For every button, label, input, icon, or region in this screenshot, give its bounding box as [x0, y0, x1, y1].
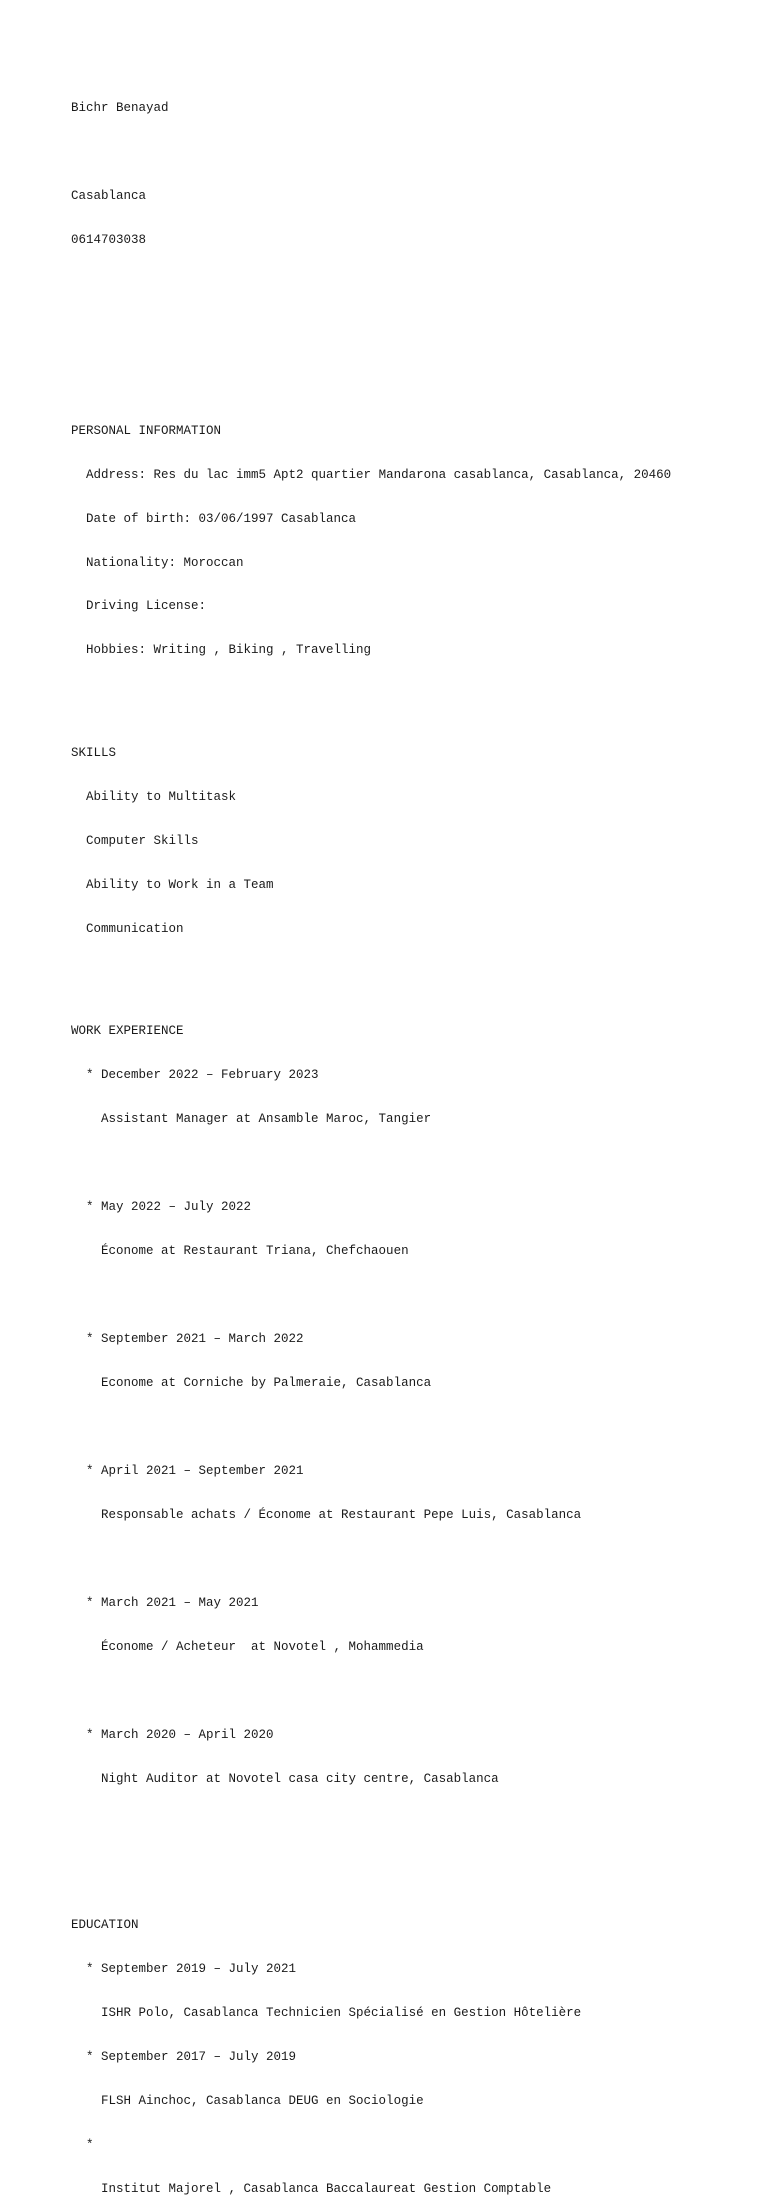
- work-period: * March 2020 – April 2020: [71, 1727, 274, 1742]
- blank-line: [71, 1420, 671, 1435]
- work-role: Econome at Corniche by Palmeraie, Casablanca: [101, 1375, 432, 1390]
- blank-line: [71, 1816, 671, 1831]
- skill-item: Ability to Multitask: [86, 789, 237, 804]
- education-heading: EDUCATION: [71, 1918, 139, 1933]
- work-role: Night Auditor at Novotel casa city centre, Casablanca: [101, 1771, 499, 1786]
- work-period: * December 2022 – February 2023: [71, 1068, 319, 1083]
- blank-line: [71, 365, 671, 380]
- education-period: * September 2017 – July 2019: [71, 2049, 297, 2064]
- blank-line: [71, 145, 671, 160]
- blank-line: [71, 1156, 671, 1171]
- work-period: * March 2021 – May 2021: [71, 1595, 259, 1610]
- skill-item: Computer Skills: [86, 833, 199, 848]
- work-role: Assistant Manager at Ansamble Maroc, Tangier: [101, 1112, 432, 1127]
- work-role: Économe at Restaurant Triana, Chefchaouen: [101, 1244, 409, 1259]
- personal-nationality: Nationality: Moroccan: [86, 555, 244, 570]
- candidate-phone: 0614703038: [71, 233, 147, 248]
- blank-line: [71, 1684, 671, 1699]
- personal-address: Address: Res du lac imm5 Apt2 quartier Mandarona casablanca, Casablanca, 20460: [86, 467, 672, 482]
- candidate-name: Bichr Benayad: [71, 101, 169, 116]
- education-detail: Institut Majorel , Casablanca Baccalaureat Gestion Comptable: [101, 2181, 552, 2196]
- skill-item: Ability to Work in a Team: [86, 877, 274, 892]
- work-period: * May 2022 – July 2022: [71, 1200, 252, 1215]
- blank-line: [71, 277, 671, 292]
- personal-hobbies: Hobbies: Writing , Biking , Travelling: [86, 643, 372, 658]
- work-period: * September 2021 – March 2022: [71, 1332, 304, 1347]
- education-period: *: [71, 2137, 102, 2152]
- blank-line: [71, 1859, 671, 1874]
- personal-dob: Date of birth: 03/06/1997 Casablanca: [86, 511, 357, 526]
- candidate-city: Casablanca: [71, 189, 147, 204]
- work-role: Économe / Acheteur at Novotel , Mohammedia: [101, 1639, 424, 1654]
- blank-line: [71, 1288, 671, 1303]
- blank-line: [71, 966, 671, 981]
- blank-line: [71, 321, 671, 336]
- blank-line: [71, 687, 671, 702]
- education-period: * September 2019 – July 2021: [71, 1962, 297, 1977]
- personal-heading: PERSONAL INFORMATION: [71, 423, 222, 438]
- work-role: Responsable achats / Économe at Restaurant Pepe Luis, Casablanca: [101, 1507, 582, 1522]
- education-detail: ISHR Polo, Casablanca Technicien Spécialisé en Gestion Hôtelière: [101, 2005, 582, 2020]
- work-heading: WORK EXPERIENCE: [71, 1024, 184, 1039]
- resume-document: [71, 72, 671, 2211]
- skills-heading: SKILLS: [71, 745, 117, 760]
- personal-license: Driving License:: [86, 599, 207, 614]
- work-period: * April 2021 – September 2021: [71, 1463, 304, 1478]
- education-detail: FLSH Ainchoc, Casablanca DEUG en Sociologie: [101, 2093, 424, 2108]
- skill-item: Communication: [86, 921, 184, 936]
- blank-line: [71, 1552, 671, 1567]
